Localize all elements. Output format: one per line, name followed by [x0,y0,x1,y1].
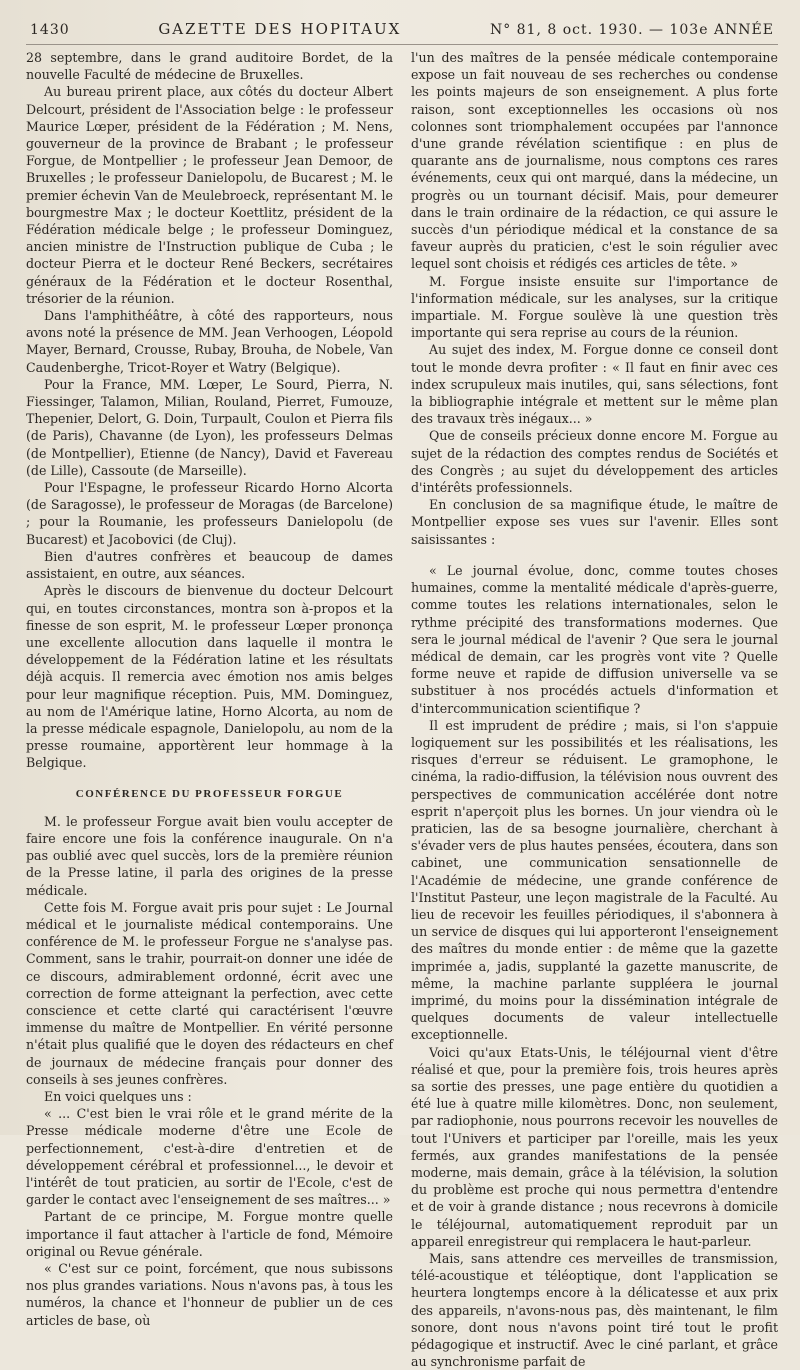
paragraph: Cette fois M. Forgue avait pris pour sujet : Le Journal médical et le journaliste médical contemporains. Une conférence de M. le professeur Forgue ne s'analyse pas. Comment, sans le trahir, pourrait-on donner une idée de ce discours, admirablement ordonné, écrit avec une correction de forme atteignant la perfection, avec cette conscience et cette clarté qui caractérisent l'œuvre immense du maître de Montpellier. En vérité personne n'était plus qualifié que le doyen des rédacteurs en chef de journaux de médecine français pour donner des conseils à ses jeunes confrères. [26,899,393,1087]
publication-title: GAZETTE DES HOPITAUX [158,20,402,38]
paragraph: Pour l'Espagne, le professeur Ricardo Horno Alcorta (de Saragosse), le professeur de Moragas (de Barcelone) ; pour la Roumanie, les professeurs Danielopolu (de Bucarest) et Jacobovici (de Cluj). [26,480,393,547]
paragraph: M. Forgue insiste ensuite sur l'importance de l'information médicale, sur les analyses, sur la critique impartiale. M. Forgue soulève là une question très importante qui sera reprise au cours de la réunion. [411,273,778,341]
paragraph: Il est imprudent de prédire ; mais, si l'on s'appuie logiquement sur les possibilités et les réalisations, les risques d'erreur se réduisent. Le gramophone, le cinéma, la radio-diffusion, la télévision nous ouvrent des perspectives de communication accélérée dont notre esprit n'aperçoit plus les bornes. Un jour viendra où le praticien, las de sa besogne journalière, cherchant à s'évader vers de plus hautes pensées, écoutera, dans son cabinet, une communication sensationnelle de l'Académie de médecine, une grande conférence de l'Institut Pasteur, une leçon magistrale de la Faculté. Au lieu de recevoir les feuilles périodiques, il s'abonnera à un service de disques qui lui apporteront l'enseignement des maîtres du monde entier : de même que la gazette imprimée a, jadis, supplanté la gazette manuscrite, de même, la machine parlante suppléera le journal imprimé, du moins pour la dissémination intégrale de quelques documents de valeur intellectuelle exceptionnelle. [411,717,778,1043]
section-title: CONFÉRENCE DU PROFESSEUR FORGUE [75,787,344,800]
page-header [26,14,778,45]
paragraph: En voici quelques uns : [44,1088,192,1104]
paragraph: Bien d'autres confrères et beaucoup de dames assistaient, en outre, aux séances. [26,548,393,582]
paragraph: M. le professeur Forgue avait bien voulu accepter de faire encore une fois la conférence inaugurale. On n'a pas oublié avec quel succès, lors de la première réunion de la Presse latine, il parla des origines de la presse médicale. [26,813,393,898]
paragraph: Mais, sans attendre ces merveilles de transmission, télé-acoustique et téléoptique, dont l'application se heurtera longtemps encore à la délicatesse et aux prix des appareils, n'avons-nous pas, dès maintenant, le film sonore, dont nous n'avons point tiré tout le profit pédagogique et instructif. Avec le ciné parlant, et grâce au synchronisme parfait de [411,1251,778,1370]
paragraph: Pour la France, MM. Lœper, Le Sourd, Pierra, N. Fiessinger, Talamon, Milian, Rouland, Pierret, Fumouze, Thepenier, Delort, G. Doin, Turpault, Coulon et Pierra fils (de Paris), Chavanne (de Lyon), les professeurs Delmas (de Montpellier), Etienne (de Nancy), David et Favereau (de Lille), Cassoute (de Marseille). [26,376,393,478]
issue-info: N° 81, 8 oct. 1930. — 103e ANNÉE [489,22,774,38]
paragraph: 28 septembre, dans le grand auditoire Bordet, de la nouvelle Faculté de médecine de Bruxelles. [26,50,393,83]
page-number: 1430 [30,22,70,38]
spacer [411,548,778,562]
paragraph: l'un des maîtres de la pensée médicale contemporaine expose un fait nouveau de ses recherches ou condense les points majeurs de son enseignement. A plus forte raison, sont exceptionnelles les occasions où nos colonnes sont triomphalement occupées par l'annonce d'une grande révélation scientifique : en plus de quarante ans de journalisme, nous comptons ces rares événements, ceux qui ont marqué, dans la médecine, un progrès ou un tournant décisif. Mais, pour demeurer dans le train ordinaire de la rédaction, ce qui assure le succès d'un périodique médical et la constance de sa faveur auprès du praticien, c'est le soin régulier avec lequel sont choisis et rédigés ces articles de tête. » [411,50,778,272]
paragraph: Après le discours de bienvenue du docteur Delcourt qui, en toutes circonstances, montra son à-propos et la finesse de son esprit, M. le professeur Lœper prononça une excellente allocution dans laquelle il montra le développement de la Fédération latine et les résultats déjà acquis. Il remercia avec émotion nos amis belges pour leur magnifique réception. Puis, MM. Dominguez, au nom de l'Amérique latine, Horno Alcorta, au nom de la presse médicale espagnole, Danielopolu, au nom de la presse roumaine, apportèrent leur hommage à la Belgique. [26,583,393,771]
paragraph: Partant de ce principe, M. Forgue montre quelle importance il faut attacher à l'article de fond, Mémoire original ou Revue générale. [26,1209,393,1259]
paragraph: Que de conseils précieux donne encore M. Forgue au sujet de la rédaction des comptes rendus de Sociétés et des Congrès ; au sujet du développement des articles d'intérêts professionnels. [411,428,778,496]
left-column [26,49,393,1370]
quote-paragraph: « Le journal évolue, donc, comme toutes choses humaines, comme la mentalité médicale d'après-guerre, comme toutes les relations internationales, selon le rythme précipité des transformations modernes. Que sera le journal médical de l'avenir ? Que sera le journal médical de demain, car les progrès vont vite ? Quelle forme neuve et rapide de diffusion universelle va se substituer à nos procédés actuels d'information et d'intercommunication scientifique ? [411,562,778,716]
paragraph: Voici qu'aux Etats-Unis, le téléjournal vient d'être réalisé et que, pour la première fois, trois heures après sa sortie des presses, une page entière du quotidien a été lue à quatre mille kilomètres. Donc, non seulement, par radiophonie, nous pourrons recevoir les nouvelles de tout l'Univers et participer par l'oreille, mais les yeux fermés, aux grandes manifestations de la pensée moderne, mais demain, grâce à la télévision, la solution du problème est proche qui nous permettra d'entendre et de voir à grande distance ; nous recevrons à domicile le téléjournal, automatiquement reproduit par un appareil enregistreur qui remplacera le haut-parleur. [411,1044,778,1249]
right-column [411,49,778,1370]
paragraph: Au sujet des index, M. Forgue donne ce conseil dont tout le monde devra profiter : « Il faut en finir avec ces index scrupuleux mais inutiles, qui, sans sélections, font la bibliographie intégrale et mettent sur le même plan des travaux très inégaux... » [411,342,778,427]
article-columns [26,49,778,1370]
paragraph: Au bureau prirent place, aux côtés du docteur Albert Delcourt, président de l'Association belge : le professeur Maurice Lœper, président de la Fédération ; M. Nens, gouverneur de la province de Brabant ; le professeur Forgue, de Montpellier ; le professeur Jean Demoor, de Bruxelles ; le professeur Danielopolu, de Bucarest ; M. le premier échevin Van de Meulebroeck, représentant M. le bourgmestre Max ; le docteur Koettlitz, président de la Fédération médicale belge ; le professeur Dominguez, ancien ministre de l'Instruction publique de Cuba ; le docteur Pierra et le docteur René Beckers, secrétaires généraux de la Fédération et le docteur Rosenthal, trésorier de la réunion. [26,84,393,306]
quote-paragraph: « C'est sur ce point, forcément, que nous subissons nos plus grandes variations. Nous n'avons pas, à tous les numéros, la chance et l'honneur de publier un de ces articles de base, où [26,1261,393,1328]
quote-paragraph: « ... C'est bien le vrai rôle et le grand mérite de la Presse médicale moderne d'être une Ecole de perfectionnement, c'est-à-dire d'entretien et de développement cérébral et professionnel..., le devoir et l'intérêt de tout praticien, au sortir de l'Ecole, c'est de garder le contact avec l'enseignement de ses maîtres... » [26,1106,393,1208]
paragraph: Dans l'amphithéâtre, à côté des rapporteurs, nous avons noté la présence de MM. Jean Verhoogen, Léopold Mayer, Bernard, Crousse, Rubay, Brouha, de Nobele, Van Caudenberghe, Tricot-Royer et Watry (Belgique). [26,308,393,375]
paragraph: En conclusion de sa magnifique étude, le maître de Montpellier expose ses vues sur l'avenir. Elles sont saisissantes : [411,497,778,547]
